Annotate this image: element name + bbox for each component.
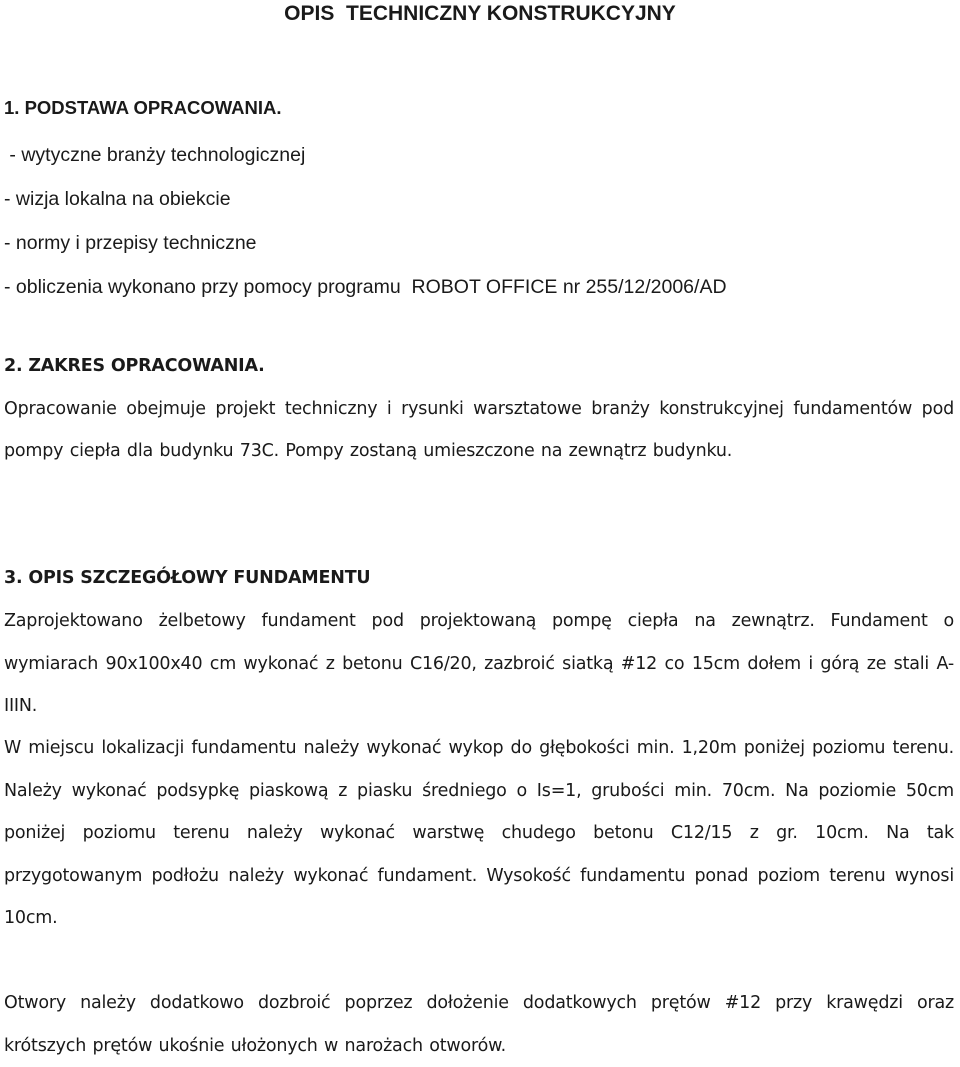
section-3-paragraph-1: Zaprojektowano żelbetowy fundament pod projektowaną pompę ciepła na zewnątrz. Fundament o wymiarach 90x100x40 cm wykonać z betonu C16/20, zazbroić siatką #12 co 15cm dołem i górą ze stali A-IIIN. xyxy=(4,611,954,716)
section-1-list xyxy=(4,133,727,309)
section-3-paragraph-2: W miejscu lokalizacji fundamentu należy wykonać wykop do głębokości min. 1,20m poniżej poziomu terenu. Należy wykonać podsypkę piaskową z piasku średniego o Is=1, grubości min. 70cm. Na poziomie 50cm poniżej poziomu terenu należy wykonać warstwę chudego betonu C12/15 z gr. 10cm. Na tak przygotowanym podłożu należy wykonać fundament. Wysokość fundamentu ponad poziom terenu wynosi 10cm. xyxy=(4,738,954,928)
section-2-paragraph: Opracowanie obejmuje projekt techniczny i rysunki warsztatowe branży konstrukcyjnej fundamentów pod pompy ciepła dla budynku 73C. Pompy zostaną umieszczone na zewnątrz budynku. xyxy=(4,399,954,461)
list-item: - wizja lokalna na obiekcie xyxy=(4,188,231,210)
document-title: OPIS TECHNICZNY KONSTRUKCYJNY xyxy=(284,2,676,25)
section-2-heading: 2. ZAKRES OPRACOWANIA. xyxy=(4,356,265,376)
list-item: - normy i przepisy techniczne xyxy=(4,232,257,254)
section-3-paragraph-3: Otwory należy dodatkowo dozbroić poprzez dołożenie dodatkowych prętów #12 przy krawędzi oraz krótszych prętów ukośnie ułożonych w narożach otworów. xyxy=(4,993,954,1056)
section-1-heading: 1. PODSTAWA OPRACOWANIA. xyxy=(4,97,282,118)
list-item: - obliczenia wykonano przy pomocy programu ROBOT OFFICE nr 255/12/2006/AD xyxy=(4,276,727,298)
list-item: - wytyczne branży technologicznej xyxy=(4,144,306,166)
section-3-heading: 3. OPIS SZCZEGÓŁOWY FUNDAMENTU xyxy=(4,568,371,588)
